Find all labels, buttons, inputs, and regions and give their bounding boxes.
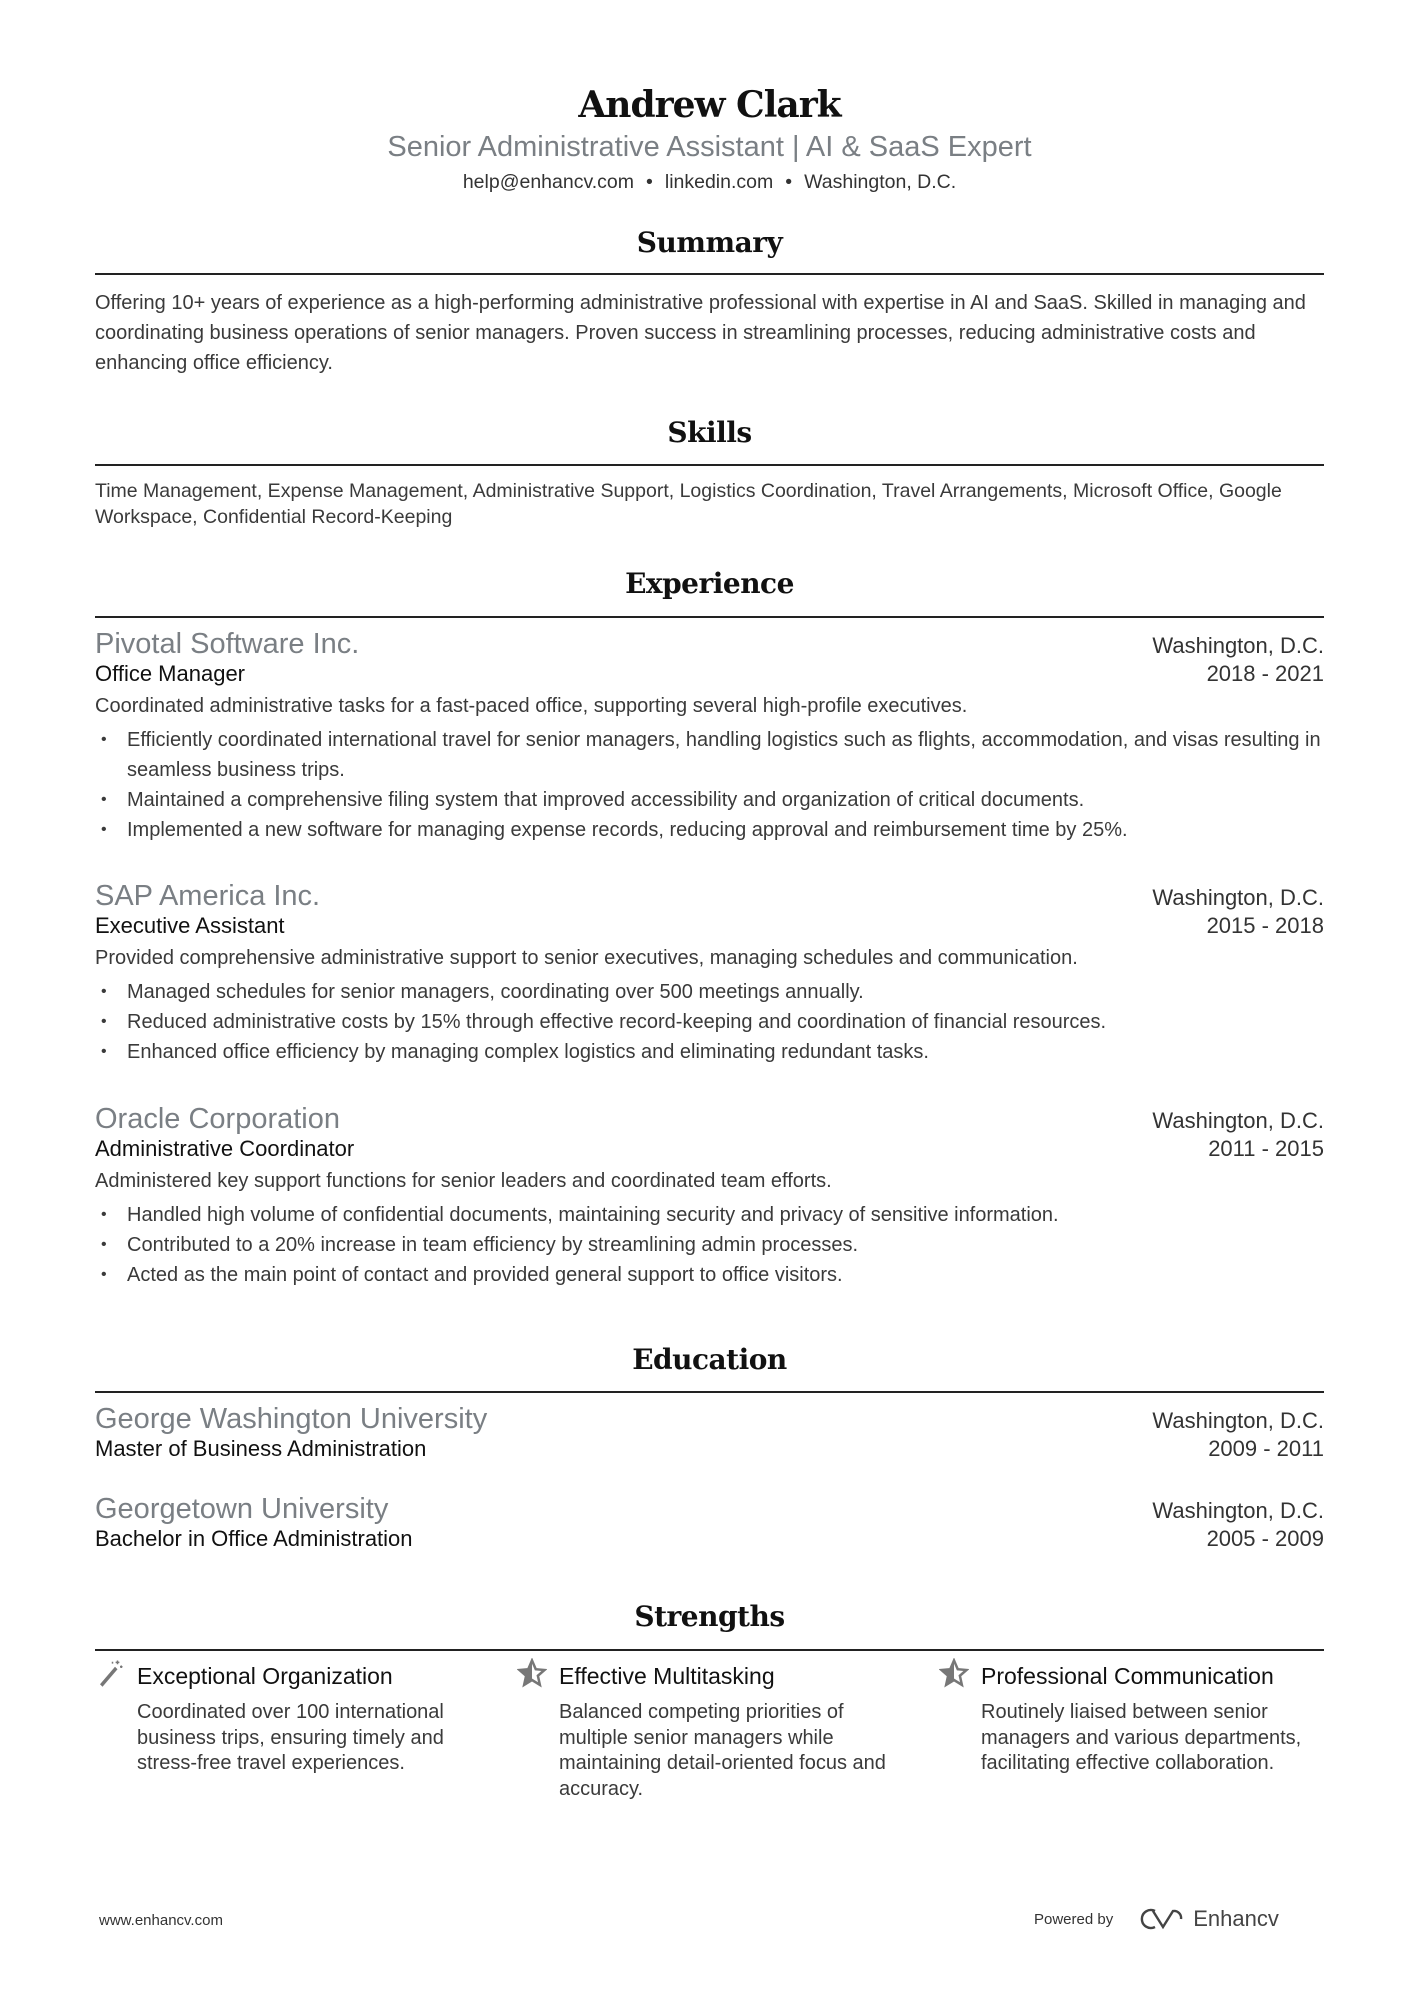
job-description: Provided comprehensive administrative support to senior executives, managing schedules and communication. — [95, 947, 1078, 969]
strength-title: Effective Multitasking — [559, 1662, 775, 1689]
skills-text: Time Management, Expense Management, Administrative Support, Logistics Coordination, Travel Arrangements, Microsoft Office, Google Workspace, Confidential Record-Keeping — [95, 480, 1282, 528]
skills-heading: Skills — [667, 416, 752, 449]
location: Washington, D.C. — [804, 171, 957, 193]
enhancv-logo-icon — [1139, 1906, 1185, 1932]
company-name: Oracle Corporation — [95, 1103, 340, 1135]
company-name: Pivotal Software Inc. — [95, 628, 360, 660]
strength-title: Professional Communication — [981, 1662, 1274, 1689]
job-role: Office Manager — [95, 661, 246, 686]
strength-text: Coordinated over 100 international business trips, ensuring timely and stress-free travel experiences. — [137, 1701, 444, 1774]
job-entry — [95, 628, 1324, 845]
education-heading: Education — [632, 1343, 787, 1376]
candidate-title: Senior Administrative Assistant | AI & SaaS Expert — [387, 131, 1032, 163]
strength-item — [95, 1658, 475, 1777]
job-role: Administrative Coordinator — [95, 1136, 355, 1161]
divider — [95, 273, 1324, 275]
footer-website[interactable]: www.enhancv.com — [99, 1912, 223, 1929]
job-dates: 2015 - 2018 — [1206, 913, 1324, 938]
strength-item — [939, 1658, 1319, 1777]
job-dates: 2011 - 2015 — [1208, 1136, 1324, 1161]
strength-item — [517, 1658, 897, 1802]
email-link[interactable]: help@enhancv.com — [462, 171, 635, 193]
education-entry — [95, 1403, 1324, 1462]
job-bullet: • Handled high volume of confidential documents, maintaining security and privacy of sensitive information. — [95, 1200, 1324, 1230]
divider — [95, 464, 1324, 466]
school-name: George Washington University — [95, 1403, 488, 1435]
job-bullet: • Enhanced office efficiency by managing complex logistics and eliminating redundant tasks. — [95, 1037, 1324, 1067]
linkedin-link[interactable]: linkedin.com — [664, 171, 774, 193]
strength-text: Balanced competing priorities of multiple senior managers while maintaining detail-oriented focus and accuracy. — [559, 1701, 886, 1800]
job-role: Executive Assistant — [95, 913, 285, 938]
degree: Bachelor in Office Administration — [95, 1526, 413, 1551]
powered-by-label: Powered by — [1034, 1910, 1114, 1928]
summary-heading: Summary — [636, 226, 783, 259]
job-bullet: • Implemented a new software for managing expense records, reducing approval and reimbursement time by 25%. — [95, 815, 1324, 845]
job-description: Coordinated administrative tasks for a fast-paced office, supporting several high-profile executives. — [95, 695, 968, 717]
job-bullet: • Contributed to a 20% increase in team efficiency by streamlining admin processes. — [95, 1230, 1324, 1260]
summary-text: Offering 10+ years of experience as a high-performing administrative professional with expertise in AI and SaaS. Skilled in managing and coordinating business operations of senior managers. Proven success in streamlining processes, reducing administrative costs and enhancing office efficiency. — [95, 292, 1306, 374]
degree: Master of Business Administration — [95, 1436, 427, 1461]
company-name: SAP America Inc. — [95, 880, 321, 912]
divider — [95, 616, 1324, 618]
star-icon — [939, 1658, 969, 1694]
job-location: Washington, D.C. — [1152, 633, 1324, 658]
job-bullet: • Acted as the main point of contact and provided general support to office visitors. — [95, 1260, 1324, 1290]
job-bullet: • Managed schedules for senior managers, coordinating over 500 meetings annually. — [95, 977, 1324, 1007]
strength-text: Routinely liaised between senior managers and various departments, facilitating effective collaboration. — [981, 1701, 1302, 1774]
enhancv-logo — [1139, 1906, 1279, 1932]
contact-line: help@enhancv.com • linkedin.com • Washington, D.C. — [462, 171, 957, 193]
job-bullet: • Maintained a comprehensive filing system that improved accessibility and organization of critical documents. — [95, 785, 1324, 815]
candidate-name: Andrew Clark — [578, 84, 841, 126]
job-dates: 2018 - 2021 — [1206, 661, 1324, 686]
education-dates: 2009 - 2011 — [1208, 1436, 1324, 1461]
school-name: Georgetown University — [95, 1493, 389, 1525]
education-dates: 2005 - 2009 — [1206, 1526, 1324, 1551]
star-icon — [517, 1658, 547, 1694]
magic-wand-icon — [95, 1658, 125, 1694]
job-entry — [95, 1103, 1324, 1290]
divider — [95, 1391, 1324, 1393]
job-bullet: • Reduced administrative costs by 15% through effective record-keeping and coordination of financial resources. — [95, 1007, 1324, 1037]
job-location: Washington, D.C. — [1152, 885, 1324, 910]
education-entry — [95, 1493, 1324, 1552]
experience-heading: Experience — [625, 567, 794, 600]
school-location: Washington, D.C. — [1152, 1498, 1324, 1523]
job-bullet: • Efficiently coordinated international travel for senior managers, handling logistics such as flights, accommodation, and visas resulting in seamless business trips. — [95, 725, 1324, 785]
enhancv-brand: Enhancv — [1193, 1906, 1279, 1931]
divider — [95, 1649, 1324, 1651]
job-location: Washington, D.C. — [1152, 1108, 1324, 1133]
strengths-heading: Strengths — [634, 1600, 785, 1633]
strength-title: Exceptional Organization — [137, 1662, 393, 1689]
footer-branding — [1034, 1906, 1279, 1932]
job-description: Administered key support functions for senior leaders and coordinated team efforts. — [95, 1170, 832, 1192]
job-entry — [95, 880, 1324, 1067]
school-location: Washington, D.C. — [1152, 1408, 1324, 1433]
